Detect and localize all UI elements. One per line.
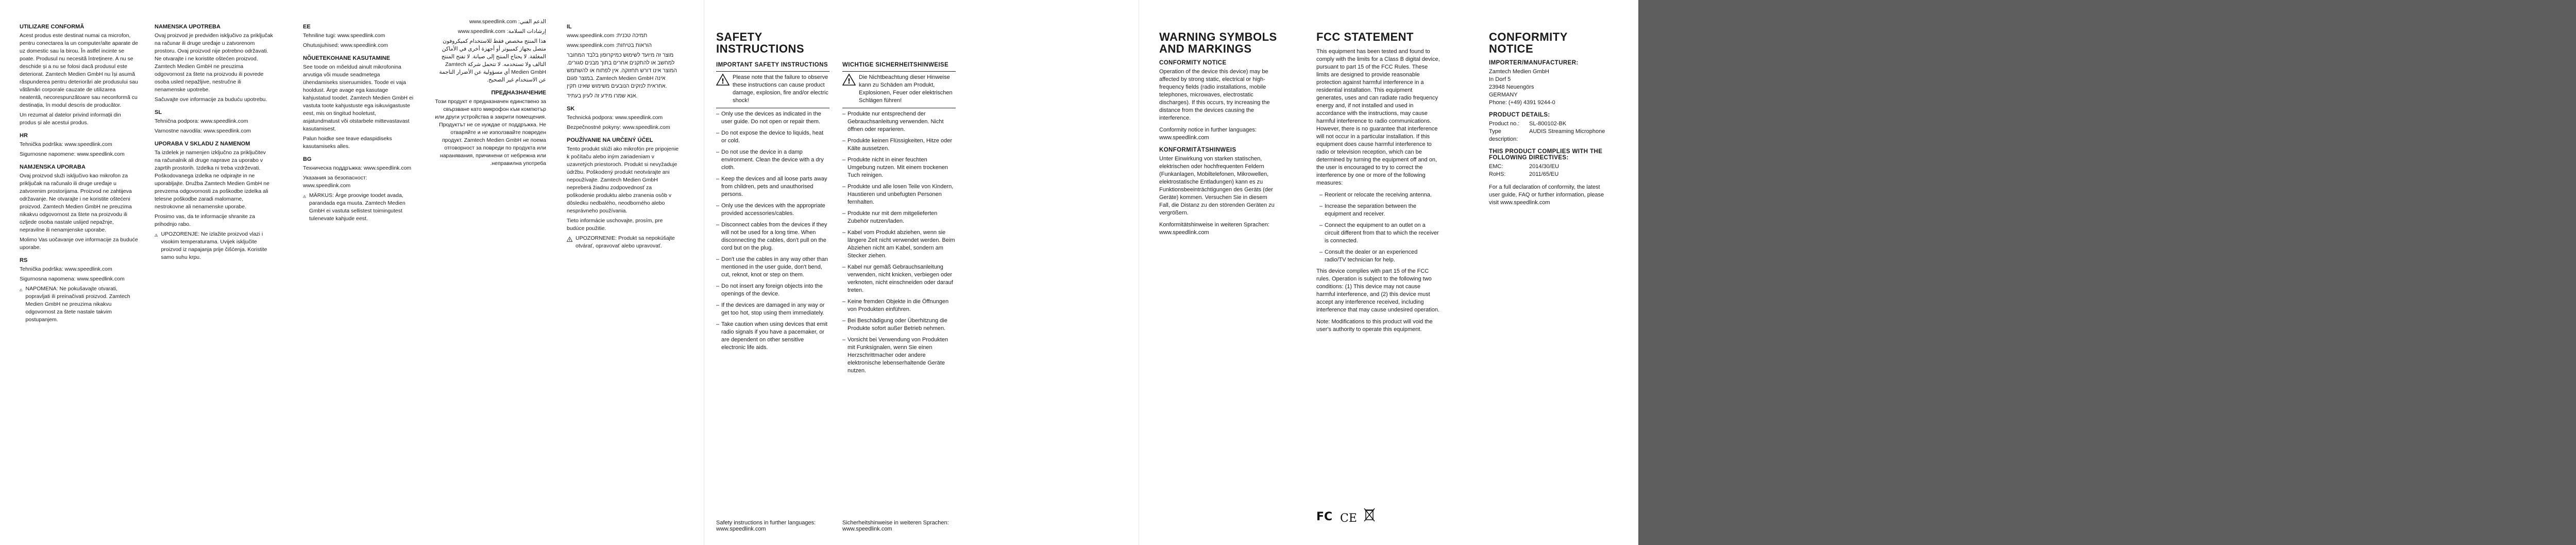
list-item: – Produkte keinen Flüssigkeiten, Hitze oder Kälte aussetzen. bbox=[842, 137, 956, 153]
list-item: – Do not use the device in a damp environment. Clean the device with a dry cloth. bbox=[716, 148, 829, 172]
warning-triangle-icon bbox=[155, 230, 158, 240]
detail-key: RoHS: bbox=[1489, 171, 1506, 177]
section-title: SL bbox=[155, 109, 162, 115]
section-text: Tehnička podrška: www.speedlink.com bbox=[20, 266, 112, 272]
cover-panel bbox=[1638, 0, 2576, 545]
svg-text:!: ! bbox=[848, 78, 851, 86]
list-item: – Produkte und alle losen Teile von Kindern, Haustieren und unbefugten Personen fernhalten. bbox=[842, 183, 956, 206]
section-text: Un rezumat al datelor privind informații din produs și ale acestui produs. bbox=[20, 112, 121, 126]
list-item: – Produkte nicht in einer feuchten Umgebung nutzen. Mit einem trockenen Tuch reinigen. bbox=[842, 156, 956, 179]
conformity-panel bbox=[1489, 0, 1613, 545]
section-text: هذا المنتج مخصص فقط للاستخدام كميكروفون متصل بجهاز كمبيوتر أو أجهزة أخرى في الأماكن المغلقة. لا يحتاج المنتج إلى صيانة. لا تفتح المنتج التالف ولا تستخدمه. لا تتحمل شركة Zamtech Medien GmbH أي مسؤولية عن الأضرار الناجمة عن الاستخدام غير الصحيح. bbox=[439, 38, 546, 83]
address-line: Zamtech Medien GmbH bbox=[1489, 69, 1549, 75]
section-text: Varnostne navodila: www.speedlink.com bbox=[155, 128, 251, 134]
conformity-title: CONFORMITY NOTICE bbox=[1489, 30, 1568, 55]
section-text: Tento produkt slúži ako mikrofón pre pripojenie k počítaču alebo iným zariadeniam v uzavretých priestoroch. Produkt si nevyžaduje údržbu. Poškodený produkt neotvárajte ani nepoužívajte. Zamtech Medien GmbH nepreberá žiadnu zodpovednosť za poškodenie produktu alebo zranenia osôb v dôsledku nedbalého, neodborného alebo nesprávneho používania. bbox=[567, 146, 679, 214]
warning-triangle-icon bbox=[567, 235, 572, 244]
safety-warning-text: Please note that the failure to observe these instructions can cause product damage, explosion, fire and/or electric shock! bbox=[733, 74, 828, 104]
wichtige-warning bbox=[842, 74, 956, 105]
conformity-notice-title: CONFORMITY NOTICE bbox=[1159, 60, 1227, 66]
list-item: – Keine fremden Objekte in die Öffnungen von Produkten einführen. bbox=[842, 298, 956, 313]
detail-value: 2014/30/EU bbox=[1529, 163, 1560, 170]
list-item: – If the devices are damaged in any way or get too hot, stop using them immediately. bbox=[716, 302, 829, 317]
konformitaet-more: Konformitätshinweise in weiteren Sprachen: www.speedlink.com bbox=[1159, 222, 1270, 236]
section-title: IL bbox=[567, 24, 572, 30]
list-item: – Keep the devices and all loose parts away from children, pets and unauthorised persons. bbox=[716, 175, 829, 199]
list-item: – Produkte nur entsprechend der Gebrauchsanleitung verwenden. Nicht öffnen oder reparieren. bbox=[842, 110, 956, 134]
leaflet-col-1 bbox=[20, 0, 138, 545]
safety-list bbox=[716, 110, 829, 352]
list-item: – Do not insert any foreign objects into the openings of the device. bbox=[716, 283, 829, 298]
section-text: Palun hoidke see teave edaspidiseks kasutamiseks alles. bbox=[303, 136, 392, 150]
notice-box bbox=[303, 192, 414, 223]
safety-warning bbox=[716, 74, 829, 105]
section-title: ПРЕДНАЗНАЧЕНИЕ bbox=[491, 90, 546, 96]
wichtige-panel bbox=[842, 0, 956, 545]
list-item: – Produkte nur mit dem mitgelieferten Zubehör nutzen/laden. bbox=[842, 210, 956, 225]
fcc-text-1: This equipment has been tested and found to comply with the limits for a Class B digital device, pursuant to part 15 of the FCC Rules. These limits are designed to provide reasonable protection against harmful interference in a residential installation. This equipment generates, uses and can radiate radio frequency energy and, if not installed and used in accordance with the instructions, may cause harmful interference to radio communications. However, there is no guarantee that interference will not occur in a particular installation. If this equipment does cause harmful interference to radio or television reception, which can be determined by turning the equipment off and on, the user is encouraged to try to correct the interference by one or more of the following measures: bbox=[1316, 48, 1440, 186]
section-text: Ovaj proizvod je predviđen isključivo za priključak na računar ili druge uređaje u zatvorenom prostoru. Ovaj proizvod nije potrebno održavati. Ne otvarajte i ne koristite oštećen proizvod. Zamtech Medien GmbH ne preuzima odgovornost za štete na proizvodu ili povrede osoba usled nepažljive, nestručne ili nenamenske upotrebe. bbox=[155, 32, 273, 93]
detail-key: Type description: bbox=[1489, 128, 1518, 142]
list-item: – Bei Beschädigung oder Überhitzung die Produkte sofort außer Betrieb nehmen. bbox=[842, 317, 956, 333]
list-item: – Take caution when using devices that emit radio signals if you have a pacemaker, or are dependent on other sensitive electronic life aids. bbox=[716, 321, 829, 352]
warning-triangle-icon bbox=[716, 74, 730, 86]
leaflet-col-2 bbox=[155, 0, 273, 545]
svg-text:!: ! bbox=[721, 78, 724, 86]
section-text: Ta izdelek je namenjen izključno za priključitev na računalnik ali druge naprave za uporabo v zaprtih prostorih. Izdelka ni treba vzdrževati. Poškodovanega izdelka ne odpirajte in ne uporabljajte. Družba Zamtech Medien GmbH ne prevzema odgovornosti za poškodbe izdelka ali telesne poškodbe zaradi malomarne, nestrokovne ali nenamenske uporabe. bbox=[155, 150, 269, 210]
section-title: NAMENSKA UPOTREBA bbox=[155, 24, 221, 30]
leaflet-col-4 bbox=[433, 0, 546, 545]
notice-text: UPOZORNENIE: Produkt sa nepokúšajte otvárať, opravovať alebo upravovať. bbox=[575, 235, 675, 249]
fcc-text-3: Note: Modifications to this product will void the user's authority to operate this equipment. bbox=[1316, 319, 1433, 333]
section-title: UTILIZARE CONFORMĂ bbox=[20, 24, 84, 30]
section-title: EE bbox=[303, 24, 311, 30]
list-item: – Only use the devices as indicated in the user guide. Do not open or repair them. bbox=[716, 110, 829, 126]
section-title: BG bbox=[303, 156, 312, 162]
weee-bin-icon bbox=[1364, 508, 1375, 522]
list-item: – Do not expose the device to liquids, heat or cold. bbox=[716, 129, 829, 145]
section-text: Sigurnosne napomene: www.speedlink.com bbox=[20, 151, 125, 157]
section-text: Tehniline tugi: www.speedlink.com bbox=[303, 32, 385, 39]
svg-text:!: ! bbox=[304, 195, 305, 198]
section-text: الدعم الفني: www.speedlink.com bbox=[469, 19, 546, 25]
section-title: RS bbox=[20, 257, 28, 263]
detail-value: SL-800102-BK bbox=[1529, 121, 1567, 127]
section-text: Bezpečnostné pokyny: www.speedlink.com bbox=[567, 124, 670, 130]
conformity-notice-more: Conformity notice in further languages: www.speedlink.com bbox=[1159, 127, 1257, 141]
detail-value: 2011/65/EU bbox=[1529, 171, 1559, 177]
section-title: SK bbox=[567, 106, 575, 112]
svg-text:FC: FC bbox=[1316, 510, 1333, 523]
section-text: www.speedlink.com :תמיכה טכנית bbox=[567, 32, 648, 39]
section-text: Sigurnosna napomena: www.speedlink.com bbox=[20, 276, 125, 282]
section-text: See toode on mõeldud ainult mikrofonina arvutiga või muude seadmetega ühendamiseks siseruumides. Toode ei vaja hooldust. Ärge avage ega kasutage kahjustatud toodet. Zamtech Medien GmbH ei vastuta toote kahjustuste ega isikuvigastuste eest, mis on tingitud hooletust, asjatundmatust või otstarbele mittevastavast kasutamisest. bbox=[303, 64, 414, 132]
wichtige-subtitle: WICHTIGE SICHERHEITSHINWEISE bbox=[842, 62, 949, 68]
section-text: Tieto informácie uschovajte, prosím, pre budúce použitie. bbox=[567, 218, 663, 232]
address-line: Phone: (+49) 4391 9244-0 bbox=[1489, 100, 1555, 106]
safety-panel bbox=[716, 0, 829, 545]
list-item: – Consult the dealer or an experienced radio/TV technician for help. bbox=[1319, 249, 1440, 264]
detail-row bbox=[1489, 163, 1613, 171]
conformity-fulltext: For a full declaration of conformity, the latest user guide, FAQ or further information, please visit www.speedlink.com bbox=[1489, 184, 1604, 206]
notice-text: UPOZORENJE: Ne izlažite proizvod vlazi i visokim temperaturama. Uvijek isključite proizvod iz napajanja prije čišćenja. Koristite samo suhu krpu. bbox=[161, 231, 267, 260]
section-text: Указания за безопасност: www.speedlink.com bbox=[303, 175, 367, 189]
section-text: Ovaj proizvod služi isključivo kao mikrofon za priključak na računalo ili druge uređaje u zatvorenim prostorijama. Proizvod ne zahtijeva održavanje. Ne otvarajte i ne koristite oštećeni proizvod. Zamtech Medien GmbH ne preuzima nikakvu odgovornost za štete na proizvodu ili ozljede osoba nastale uslijed nepažnje, nepravilne ili nenamjenske uporabe. bbox=[20, 173, 132, 233]
address-line: GERMANY bbox=[1489, 92, 1518, 98]
section-title: POUŽÍVANIE NA URČENÝ ÚČEL bbox=[567, 137, 653, 143]
warning-triangle-icon bbox=[303, 192, 306, 201]
detail-row bbox=[1489, 128, 1613, 143]
section-text: Technická podpora: www.speedlink.com bbox=[567, 114, 663, 121]
section-text: Ohutusjuhised: www.speedlink.com bbox=[303, 42, 388, 48]
list-item: – Vorsicht bei Verwendung von Produkten mit Funksignalen, wenn Sie einen Herzschrittmacher oder andere elektronische lebenserhaltende Geräte nutzen. bbox=[842, 336, 956, 375]
fcc-panel bbox=[1316, 0, 1440, 545]
konformitaet-title: KONFORMITÄTSHINWEIS bbox=[1159, 147, 1236, 153]
address-line: In Dorf 5 bbox=[1489, 76, 1511, 82]
leaflet-col-5 bbox=[567, 0, 680, 545]
section-title: UPORABA V SKLADU Z NAMENOM bbox=[155, 141, 250, 147]
section-text: Този продукт е предназначен единствено за свързване като микрофон към компютър или други устройства в закрити помещения. Продуктът не се нуждае от поддръжка. Не отваряйте и не използвайте повреден продукт. Zamtech Medien GmbH не поема отговорност за повреди по продукта или наранявания, причинени от небрежна или неправилна употреба. bbox=[435, 98, 546, 167]
notice-box bbox=[20, 285, 138, 324]
wichtige-footer: Sicherheitshinweise in weiteren Sprachen: www.speedlink.com bbox=[842, 520, 949, 532]
warning-triangle-icon bbox=[842, 74, 856, 86]
ce-mark-icon bbox=[1340, 510, 1359, 524]
section-title: NÕUETEKOHANE KASUTAMINE bbox=[303, 55, 391, 61]
notice-box bbox=[567, 235, 680, 250]
konformitaet-text: Unter Einwirkung von starken statischen, elektrischen oder hochfrequenten Feldern (Funkanlagen, Mobiltelefonen, Mikrowellen, elektrostatische Entladungen) kann es zu Funktionsbeeinträchtigungen des Geräts (der Geräte) kommen. Versuchen Sie in diesem Fall, die Distanz zu den störenden Geräten zu vergrößern. bbox=[1159, 156, 1275, 216]
safety-title: SAFETY INSTRUCTIONS bbox=[716, 30, 804, 55]
notice-text: MÄRKUS: Ärge proovige toodet avada, parandada ega muuta. Zamtech Medien GmbH ei vastuta sellistest toimingutest tulenevate kahjude eest. bbox=[309, 192, 405, 222]
safety-footer: Safety instructions in further languages: www.speedlink.com bbox=[716, 520, 816, 532]
list-item: – Kabel vom Produkt abziehen, wenn sie längere Zeit nicht verwendet werden. Beim Abziehen nicht am Kabel, sondern am Stecker ziehen. bbox=[842, 229, 956, 260]
list-item: – Increase the separation between the equipment and receiver. bbox=[1319, 203, 1440, 218]
svg-text:!: ! bbox=[21, 289, 22, 291]
svg-text:!: ! bbox=[569, 239, 570, 242]
section-text: אנא שמרו מידע זה לעיון בעתיד. bbox=[567, 93, 638, 99]
list-item: – Kabel nur gemäß Gebrauchsanleitung verwenden, nicht knicken, verbiegen oder verknoten, nicht einschneiden oder darauf treten. bbox=[842, 263, 956, 294]
warning-triangle-icon bbox=[20, 285, 23, 294]
fcc-title: FCC STATEMENT bbox=[1316, 30, 1414, 43]
importer-label: IMPORTER/MANUFACTURER: bbox=[1489, 60, 1579, 66]
section-title: HR bbox=[20, 133, 28, 139]
section-text: Acest produs este destinat numai ca microfon, pentru conectarea la un computer/alte aparate de uz domestic sau la birou. În astfel incinte se poate. Produsul nu necesită întreținere. A nu se deschide și a nu se folosi dacă produsul este deteriorat. Zamtech Medien GmbH nu își asumă răspunderea pentru deteriorări ale produsului sau vătămări corporale cauzate de utilizarea neatentă, necorespunzătoare sau neconformă cu destinația, în modul descris de producător. bbox=[20, 32, 138, 108]
list-item: – Only use the devices with the appropriate provided accessories/cables. bbox=[716, 202, 829, 218]
detail-key: Product no.: bbox=[1489, 121, 1520, 127]
detail-row bbox=[1489, 171, 1613, 178]
warning-symbols-panel bbox=[1159, 0, 1278, 545]
fcc-logo-icon bbox=[1316, 508, 1334, 523]
section-text: Техническа поддръжка: www.speedlink.com bbox=[303, 165, 412, 171]
address-line: 23948 Neuengörs bbox=[1489, 84, 1534, 90]
leaflet-col-3 bbox=[303, 0, 414, 545]
section-text: Tehnička podrška: www.speedlink.com bbox=[20, 141, 112, 147]
list-item: – Reorient or relocate the receiving antenna. bbox=[1319, 191, 1440, 199]
product-details bbox=[1489, 120, 1613, 143]
notice-box bbox=[155, 230, 273, 261]
list-item: – Connect the equipment to an outlet on a circuit different from that to which the receiver is connected. bbox=[1319, 222, 1440, 245]
wichtige-list bbox=[842, 110, 956, 375]
section-text: מוצר זה מיועד לשימוש כמיקרופון בלבד המחובר למחשב או להתקנים אחרים בתוך מבנים סגורים. המוצר אינו דורש תחזוקה. אין לפתוח או להשתמש במוצר פגום. Zamtech Medien GmbH אינה אחראית לנזקים הנובעים משימוש שאינו תקין. bbox=[567, 52, 677, 89]
directives-label: THIS PRODUCT COMPLIES WITH THE FOLLOWING DIRECTIVES: bbox=[1489, 148, 1603, 161]
product-details-label: PRODUCT DETAILS: bbox=[1489, 112, 1550, 118]
wichtige-warning-text: Die Nichtbeachtung dieser Hinweise kann zu Schäden am Produkt, Explosionen, Feuer oder elektrischen Schlägen führen! bbox=[859, 74, 953, 104]
list-item: – Disconnect cables from the devices if they will not be used for a long time. When disconnecting the cables, don't pull on the cord but on the plug. bbox=[716, 221, 829, 252]
section-text: Sačuvajte ove informacije za buduću upotrebu. bbox=[155, 96, 267, 103]
safety-subtitle: IMPORTANT SAFETY INSTRUCTIONS bbox=[716, 62, 828, 68]
notice-text: NAPOMENA: Ne pokušavajte otvarati, popravljati ili preinačivati proizvod. Zamtech Medien GmbH ne preuzima nikakvu odgovornost za štete nastale takvim postupanjem. bbox=[25, 286, 130, 323]
detail-value: AUDIS Streaming Microphone bbox=[1529, 128, 1605, 135]
detail-key: EMC: bbox=[1489, 163, 1503, 170]
svg-text:!: ! bbox=[156, 234, 157, 237]
warning-symbols-title: WARNING SYMBOLS AND MARKINGS bbox=[1159, 30, 1277, 55]
detail-row bbox=[1489, 120, 1613, 128]
svg-text:CE: CE bbox=[1340, 512, 1357, 524]
section-text: Prosimo vas, da te informacije shranite za prihodnjo rabo. bbox=[155, 213, 255, 227]
list-item: – Don't use the cables in any way other than mentioned in the user guide, don't bend, cut, reknot, knot or step on them. bbox=[716, 256, 829, 279]
section-title: NAMJENSKA UPORABA bbox=[20, 164, 86, 170]
importer-address bbox=[1489, 68, 1613, 107]
conformity-notice-text: Operation of the device this device) may be affected by strong static, electrical or high-frequency fields (radio installations, mobile telephones, microwaves, electrostatic discharges). If this occurs, try increasing the distance from the devices causing the interference. bbox=[1159, 69, 1270, 121]
section-text: Tehnična podpora: www.speedlink.com bbox=[155, 118, 248, 124]
directives-list bbox=[1489, 163, 1613, 178]
section-text: إرشادات السلامة: www.speedlink.com bbox=[457, 28, 546, 35]
fcc-text-2: This device complies with part 15 of the FCC rules. Operation is subject to the following two conditions: (1) This device may not cause harmful interference, and (2) this device must accept any interference received, including interference that may cause undesired operation. bbox=[1316, 268, 1440, 313]
fcc-list bbox=[1319, 191, 1440, 264]
section-text: Molimo Vas uočavanje ove informacije za buduće uporabe. bbox=[20, 237, 138, 251]
section-text: www.speedlink.com :הוראות בטיחות bbox=[567, 42, 652, 48]
